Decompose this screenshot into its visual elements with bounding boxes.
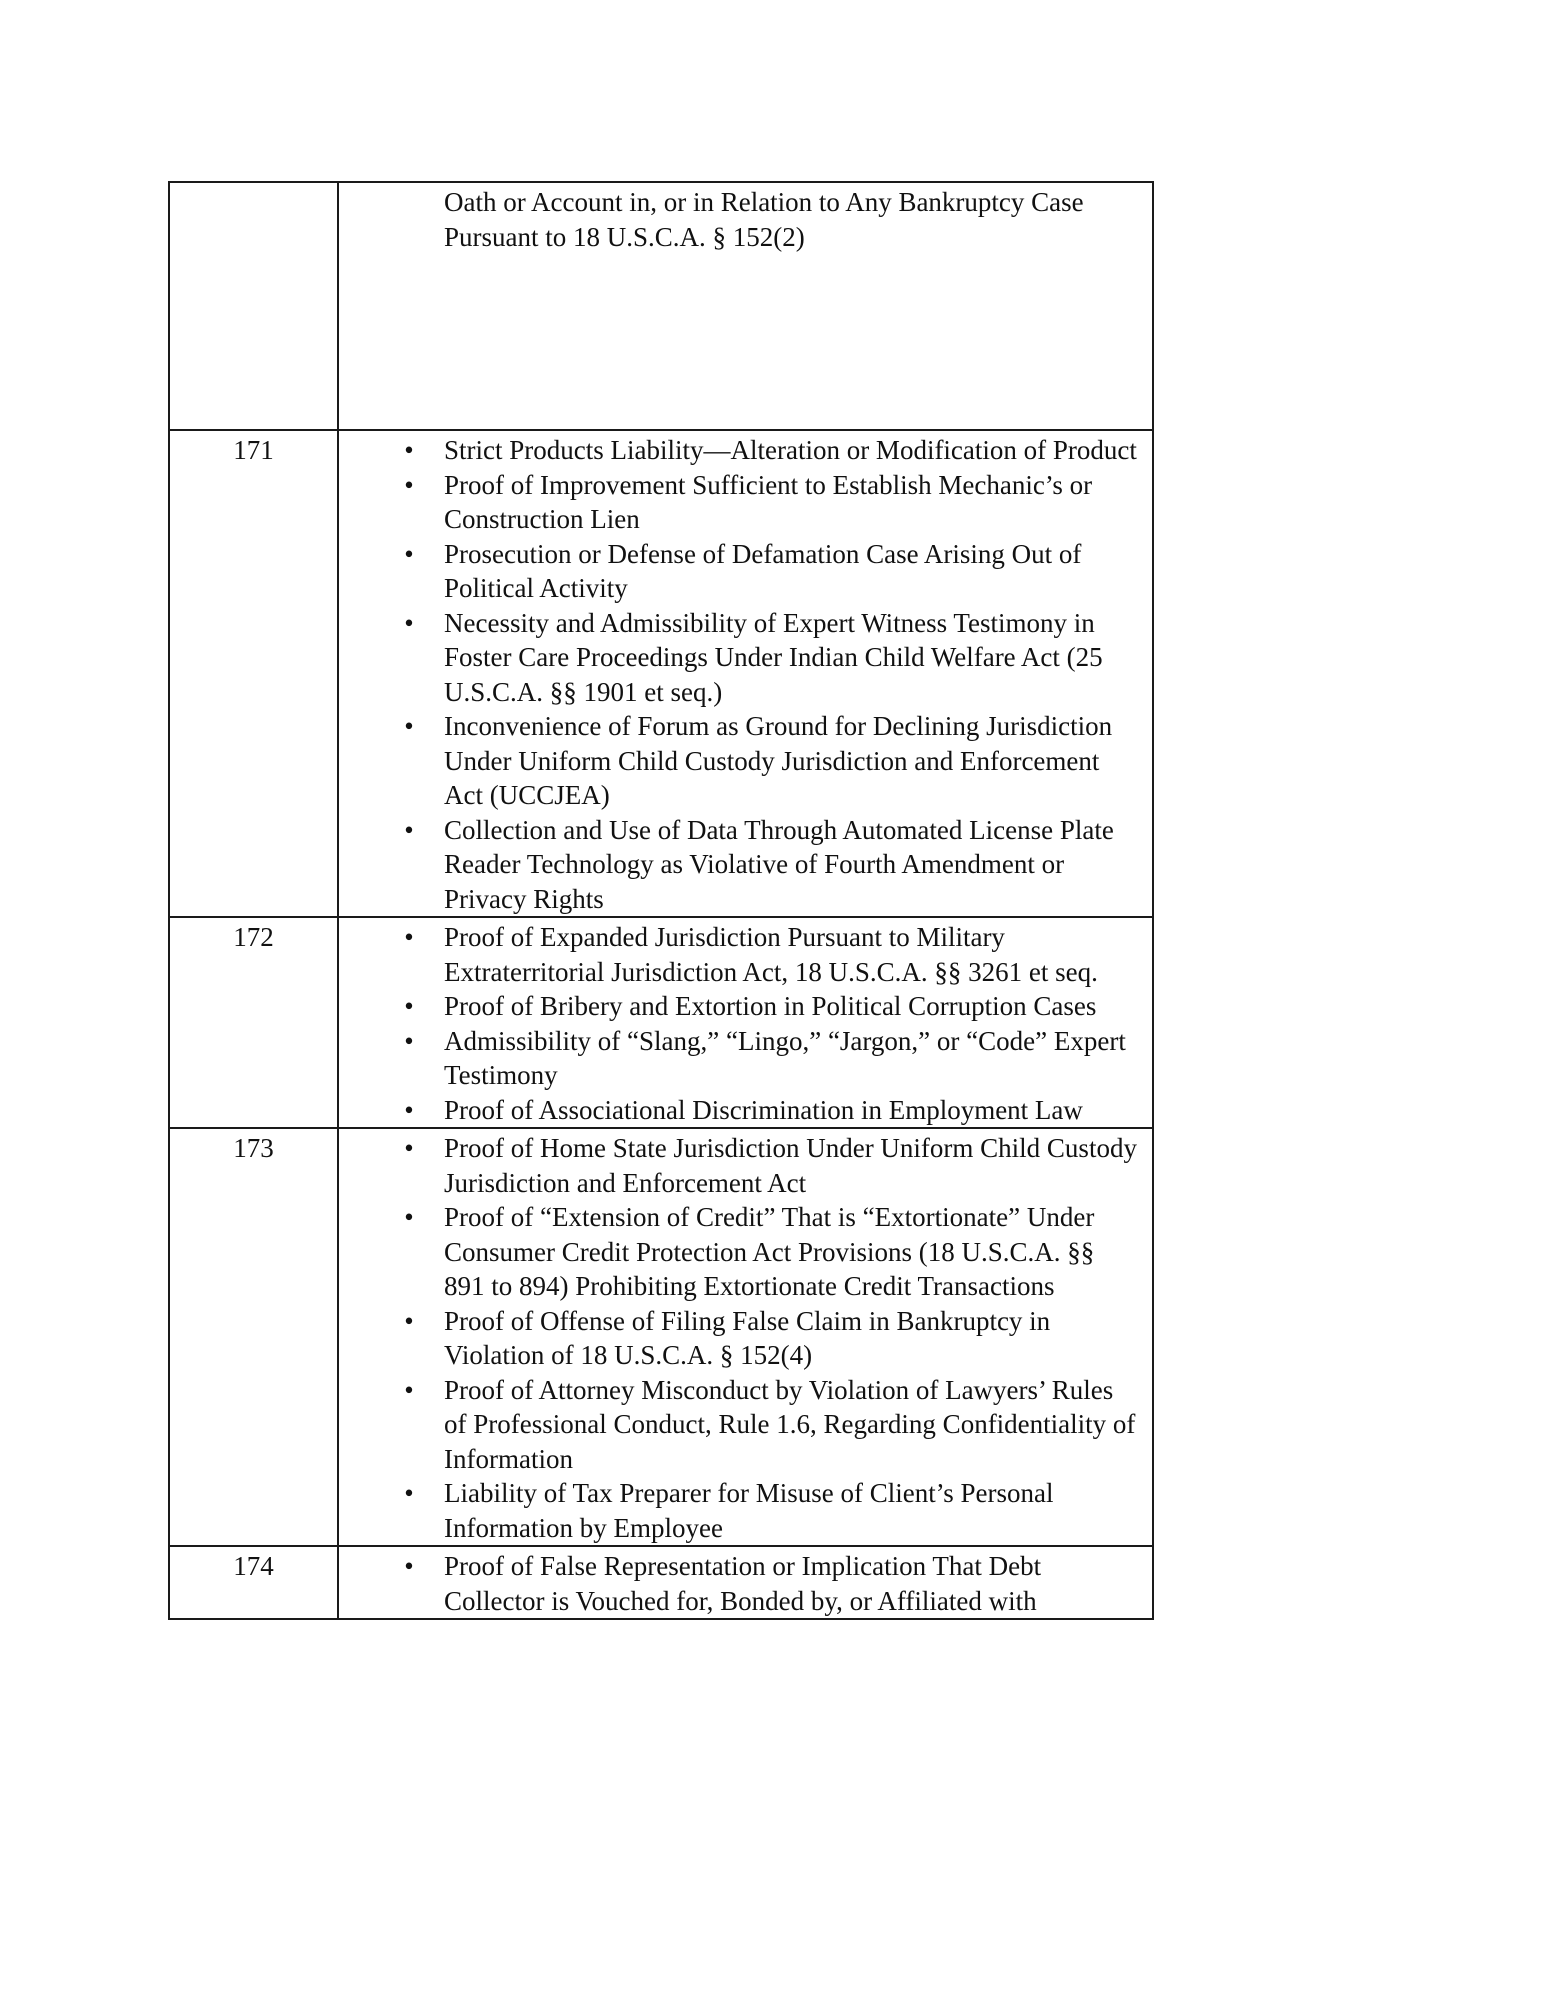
volume-number: 171 [233,435,274,465]
bullet-icon: • [404,991,414,1021]
table-row [169,917,1153,1128]
volume-number-cell [169,917,338,1128]
bullet-icon: • [404,1133,414,1163]
topics-cell [338,917,1153,1128]
list-item [339,1131,1140,1200]
topic-list [339,1549,1140,1618]
list-item [339,709,1140,813]
bullet-icon: • [404,1374,414,1405]
volume-number: 174 [233,1551,274,1581]
volume-number [170,183,337,185]
topic-text: Proof of Bribery and Extortion in Political Corruption Cases [444,991,1097,1021]
volume-number: 172 [233,922,274,952]
bullet-icon: • [404,814,414,845]
bullet-icon: • [404,1551,414,1581]
list-item [339,537,1140,606]
topic-text: Collection and Use of Data Through Automated License Plate Reader Technology as Violative of Fourth Amendment or Privacy Rights [444,814,1114,914]
list-item [339,1304,1140,1373]
bullet-icon: • [404,1478,414,1508]
volume-number-cell [169,1546,338,1619]
volume-number: 173 [233,1133,274,1163]
topic-text: Proof of Expanded Jurisdiction Pursuant to Military Extraterritorial Jurisdiction Act, 18 U.S.C.A. §§ 3261 et seq. [444,922,1098,987]
topic-text: Admissibility of “Slang,” “Lingo,” “Jargon,” or “Code” Expert Testimony [444,1025,1126,1090]
list-item [339,1476,1140,1545]
list-item [339,920,1140,989]
topic-text: Inconvenience of Forum as Ground for Declining Jurisdiction Under Uniform Child Custody Jurisdiction and Enforcement Act (UCCJEA) [444,711,1113,810]
list-item [339,989,1140,1024]
topic-text: Liability of Tax Preparer for Misuse of Client’s Personal Information by Employee [444,1478,1054,1543]
bullet-icon: • [404,607,414,638]
list-item [339,813,1140,917]
bullet-icon: • [404,1305,414,1336]
topic-text: Prosecution or Defense of Defamation Case Arising Out of Political Activity [444,538,1082,603]
topics-cell [338,1546,1153,1619]
bullet-icon: • [404,538,414,569]
topic-text: Proof of False Representation or Implication That Debt Collector is Vouched for, Bonded by, or Affiliated with [444,1551,1042,1616]
topic-text: Proof of Associational Discrimination in Employment Law [444,1094,1083,1125]
bullet-icon: • [404,1094,414,1125]
topic-text: Strict Products Liability—Alteration or Modification of Product [444,435,1137,465]
table-row [169,1546,1153,1619]
topic-text: Proof of Attorney Misconduct by Violation of Lawyers’ Rules of Professional Conduct, Rule 1.6, Regarding Confidentiality of Information [444,1374,1136,1474]
topic-list [339,433,1140,916]
bullet-icon: • [404,922,414,952]
list-item [339,606,1140,710]
topic-text: Necessity and Admissibility of Expert Witness Testimony in Foster Care Proceedings Under Indian Child Welfare Act (25 U.S.C.A. §§ 1901 et seq.) [444,607,1103,707]
topics-cell [338,430,1153,917]
topics-cell [338,182,1153,430]
topics-cell [338,1128,1153,1546]
volume-number-cell [169,1128,338,1546]
topic-text: Proof of Improvement Sufficient to Establish Mechanic’s or Construction Lien [444,469,1093,534]
list-item [339,1024,1140,1093]
volume-number-cell [169,182,338,430]
topic-text: Proof of “Extension of Credit” That is “Extortionate” Under Consumer Credit Protection Act Provisions (18 U.S.C.A. §§ 891 to 894) Prohibiting Extortionate Credit Transactions [444,1202,1095,1301]
bullet-icon: • [404,435,414,465]
continued-topic-text: Oath or Account in, or in Relation to Any Bankruptcy Case Pursuant to 18 U.S.C.A. § 152(2) [444,187,1084,252]
list-item [339,1093,1140,1128]
table-row [169,182,1153,430]
volume-index-table [168,181,1154,1620]
bullet-icon: • [404,711,414,741]
topic-list [339,920,1140,1127]
list-item [339,468,1140,537]
list-item [339,1373,1140,1477]
topic-text: Proof of Offense of Filing False Claim in Bankruptcy in Violation of 18 U.S.C.A. § 152(4) [444,1305,1051,1370]
bullet-icon: • [404,1025,414,1056]
list-item [339,1200,1140,1304]
topic-text: Proof of Home State Jurisdiction Under Uniform Child Custody Jurisdiction and Enforcement Act [444,1133,1137,1198]
list-item [339,1549,1140,1618]
table-row [169,1128,1153,1546]
bullet-icon: • [404,469,414,500]
bullet-icon: • [404,1202,414,1232]
table-row [169,430,1153,917]
topic-list [339,1131,1140,1545]
list-item [339,433,1140,468]
volume-number-cell [169,430,338,917]
